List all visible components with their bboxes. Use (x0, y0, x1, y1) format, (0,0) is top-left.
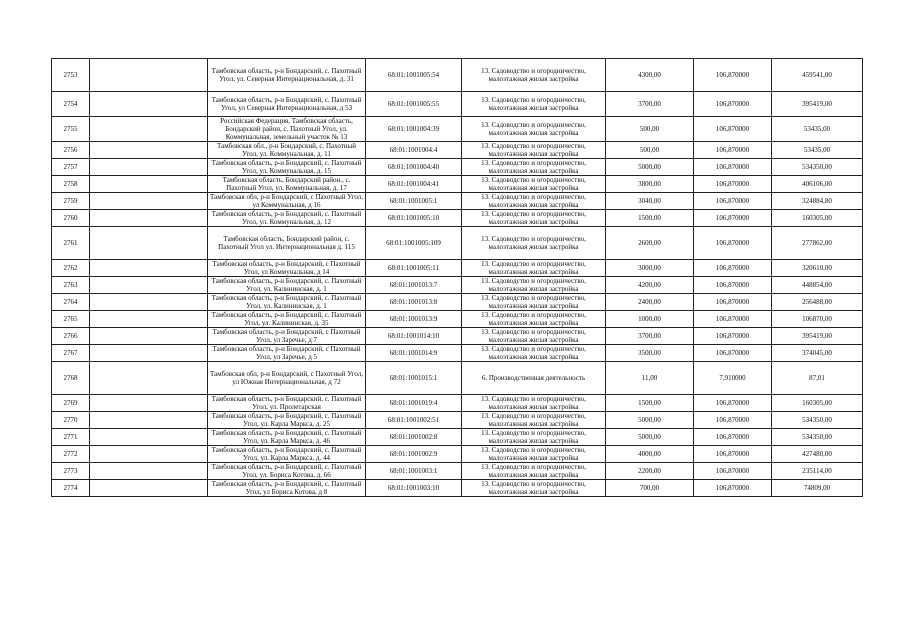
table-row (52, 260, 863, 277)
empty-cell (90, 480, 208, 497)
land-use-cell: 13. Садоводство и огородничество, малоэтажная жилая застройка (462, 210, 606, 227)
table-row (52, 446, 863, 463)
land-use-cell: 13. Садоводство и огородничество, малоэтажная жилая застройка (462, 260, 606, 277)
row-number: 2759 (52, 193, 90, 210)
cadastral-number-cell: 68:01:1001002:51 (366, 412, 462, 429)
table-row (52, 480, 863, 497)
specific-value-cell: 106,870000 (694, 159, 772, 176)
address-cell: Российская Федерация, Тамбовская область, Бондарский район, с. Пахотный Угол, ул. Коммунальная, земельный участок № 13 (208, 117, 366, 142)
specific-value-cell: 106,870000 (694, 260, 772, 277)
cadastral-value-cell: 320610,00 (772, 260, 863, 277)
area-cell: 3040,00 (606, 193, 694, 210)
area-cell: 5000,00 (606, 159, 694, 176)
cadastral-number-cell: 68:01:1001004:41 (366, 176, 462, 193)
area-cell: 4200,00 (606, 277, 694, 294)
specific-value-cell: 106,870000 (694, 395, 772, 412)
empty-cell (90, 463, 208, 480)
table-row (52, 412, 863, 429)
row-number: 2765 (52, 311, 90, 328)
address-cell: Тамбовская область, р-н Бондарский, с. Пахотный Угол, ул. Карла Маркса, д. 25 (208, 412, 366, 429)
table-row (52, 92, 863, 117)
land-use-cell: 13. Садоводство и огородничество, малоэтажная жилая застройка (462, 311, 606, 328)
land-use-cell: 13. Садоводство и огородничество, малоэтажная жилая застройка (462, 446, 606, 463)
area-cell: 700,00 (606, 480, 694, 497)
specific-value-cell: 106,870000 (694, 311, 772, 328)
area-cell: 1000,00 (606, 311, 694, 328)
address-cell: Тамбовская обл., р-н Бондарский, с. Пахотный Угол, ул. Коммунальная, д. 11 (208, 142, 366, 159)
cadastral-number-cell: 68:01:1001005:109 (366, 227, 462, 260)
cadastral-number-cell: 68:01:1001002:8 (366, 429, 462, 446)
cadastral-number-cell: 68:01:1001002:9 (366, 446, 462, 463)
cadastral-number-cell: 68:01:1001013:8 (366, 294, 462, 311)
cadastral-number-cell: 68:01:1001005:54 (366, 59, 462, 92)
cadastral-value-cell: 256488,00 (772, 294, 863, 311)
empty-cell (90, 412, 208, 429)
address-cell: Тамбовская область, р-н Бондарский, с Пахотный Угол, ул Заречье, д 5 (208, 345, 366, 362)
address-cell: Тамбовская область, р-н Бондарский, с. Пахотный Угол, ул. Карла Маркса, д. 46 (208, 429, 366, 446)
specific-value-cell: 106,870000 (694, 345, 772, 362)
empty-cell (90, 429, 208, 446)
cadastral-value-cell: 324884,80 (772, 193, 863, 210)
area-cell: 500,00 (606, 117, 694, 142)
cadastral-value-cell: 395419,00 (772, 328, 863, 345)
row-number: 2753 (52, 59, 90, 92)
empty-cell (90, 446, 208, 463)
land-use-cell: 13. Садоводство и огородничество, малоэтажная жилая застройка (462, 142, 606, 159)
specific-value-cell: 106,870000 (694, 412, 772, 429)
cadastral-value-cell: 74809,00 (772, 480, 863, 497)
cadastral-number-cell: 68:01:1001013:9 (366, 311, 462, 328)
specific-value-cell: 106,870000 (694, 277, 772, 294)
cadastral-number-cell: 68:01:1001014:9 (366, 345, 462, 362)
cadastral-value-cell: 395419,00 (772, 92, 863, 117)
cadastral-value-cell: 53435,00 (772, 117, 863, 142)
cadastral-value-cell: 406106,00 (772, 176, 863, 193)
land-use-cell: 13. Садоводство и огородничество, малоэтажная жилая застройка (462, 480, 606, 497)
area-cell: 1500,00 (606, 210, 694, 227)
cadastral-number-cell: 68:01:1001005:11 (366, 260, 462, 277)
cadastral-number-cell: 68:01:1001014:10 (366, 328, 462, 345)
area-cell: 4300,00 (606, 59, 694, 92)
cadastral-number-cell: 68:01:1001004:40 (366, 159, 462, 176)
address-cell: Тамбовская область, р-н Бондарский, с. Пахотный Угол, ул. Северная Интернациональная, д. 31 (208, 59, 366, 92)
specific-value-cell: 106,870000 (694, 176, 772, 193)
empty-cell (90, 294, 208, 311)
table-row (52, 142, 863, 159)
cadastral-value-cell: 448854,00 (772, 277, 863, 294)
specific-value-cell: 106,870000 (694, 210, 772, 227)
table-row (52, 277, 863, 294)
table-row (52, 159, 863, 176)
land-use-cell: 13. Садоводство и огородничество, малоэтажная жилая застройка (462, 463, 606, 480)
table-row (52, 463, 863, 480)
table-row (52, 294, 863, 311)
specific-value-cell: 106,870000 (694, 480, 772, 497)
cadastral-number-cell: 68:01:1001005:55 (366, 92, 462, 117)
address-cell: Тамбовская область, р-н Бондарский, с. Пахотный Угол, ул. Карла Маркса, д. 44 (208, 446, 366, 463)
empty-cell (90, 117, 208, 142)
row-number: 2764 (52, 294, 90, 311)
specific-value-cell: 106,870000 (694, 142, 772, 159)
land-use-cell: 13. Садоводство и огородничество, малоэтажная жилая застройка (462, 227, 606, 260)
row-number: 2774 (52, 480, 90, 497)
specific-value-cell: 106,870000 (694, 227, 772, 260)
row-number: 2773 (52, 463, 90, 480)
cadastral-number-cell: 68:01:1001004:39 (366, 117, 462, 142)
specific-value-cell: 106,870000 (694, 328, 772, 345)
address-cell: Тамбовская область, р-н Бондарский, с. Пахотный Угол, ул Северная Интернациональная, д 53 (208, 92, 366, 117)
address-cell: Тамбовская обл, р-н Бондарский, с Пахотный Угол, ул Южная Интернациональная, д 72 (208, 362, 366, 395)
table-row (52, 193, 863, 210)
address-cell: Тамбовская область, р-н Бондарский, с. Пахотный Угол, ул. Бориса Котова, д. 66 (208, 463, 366, 480)
empty-cell (90, 59, 208, 92)
row-number: 2754 (52, 92, 90, 117)
land-use-cell: 13. Садоводство и огородничество, малоэтажная жилая застройка (462, 176, 606, 193)
empty-cell (90, 227, 208, 260)
table-row (52, 429, 863, 446)
cadastral-value-cell: 427480,00 (772, 446, 863, 463)
address-cell: Тамбовская область, р-н Бондарский, с Пахотный Угол, ул Заречье, д 7 (208, 328, 366, 345)
land-use-cell: 13. Садоводство и огородничество, малоэтажная жилая застройка (462, 92, 606, 117)
address-cell: Тамбовская область, р-н Бондарский, с. Пахотный Угол, ул. Калининская, д. 1 (208, 277, 366, 294)
cadastral-value-table (51, 58, 863, 497)
area-cell: 11,00 (606, 362, 694, 395)
specific-value-cell: 106,870000 (694, 117, 772, 142)
empty-cell (90, 159, 208, 176)
empty-cell (90, 193, 208, 210)
table-row (52, 210, 863, 227)
land-use-cell: 13. Садоводство и огородничество, малоэтажная жилая застройка (462, 277, 606, 294)
address-cell: Тамбовская область, р-н Бондарский, с. Пахотный Угол, ул. Пролетарская (208, 395, 366, 412)
cadastral-value-cell: 374045,00 (772, 345, 863, 362)
table-row (52, 395, 863, 412)
cadastral-value-cell: 87,01 (772, 362, 863, 395)
empty-cell (90, 210, 208, 227)
address-cell: Тамбовская область, Бондарский район., с. Пахотный Угол, ул. Коммунальная, д. 17 (208, 176, 366, 193)
table-row (52, 345, 863, 362)
cadastral-value-cell: 534350,00 (772, 429, 863, 446)
address-cell: Тамбовская область, р-н Бондарский, с. Пахотный Угол, ул. Коммунальная, д. 15 (208, 159, 366, 176)
area-cell: 3800,00 (606, 176, 694, 193)
land-use-cell: 13. Садоводство и огородничество, малоэтажная жилая застройка (462, 328, 606, 345)
cadastral-value-cell: 160305,00 (772, 210, 863, 227)
cadastral-number-cell: 68:01:1001019:4 (366, 395, 462, 412)
area-cell: 5000,00 (606, 412, 694, 429)
area-cell: 3700,00 (606, 328, 694, 345)
specific-value-cell: 106,870000 (694, 429, 772, 446)
cadastral-number-cell: 68:01:1001004:4 (366, 142, 462, 159)
cadastral-value-cell: 106870,00 (772, 311, 863, 328)
row-number: 2767 (52, 345, 90, 362)
area-cell: 500,00 (606, 142, 694, 159)
empty-cell (90, 142, 208, 159)
specific-value-cell: 106,870000 (694, 294, 772, 311)
row-number: 2766 (52, 328, 90, 345)
row-number: 2768 (52, 362, 90, 395)
address-cell: Тамбовская область, р-н Бондарский, с Пахотный Угол, ул Коммунальная, д 14 (208, 260, 366, 277)
empty-cell (90, 277, 208, 294)
table-row (52, 227, 863, 260)
address-cell: Тамбовская область, р-н Бондарский, с. Пахотный Угол, ул. Калининская, д. 1 (208, 294, 366, 311)
land-use-cell: 13. Садоводство и огородничество, малоэтажная жилая застройка (462, 59, 606, 92)
land-use-cell: 13. Садоводство и огородничество, малоэтажная жилая застройка (462, 395, 606, 412)
specific-value-cell: 106,870000 (694, 446, 772, 463)
land-use-cell: 13. Садоводство и огородничество, малоэтажная жилая застройка (462, 345, 606, 362)
area-cell: 3000,00 (606, 260, 694, 277)
area-cell: 2600,00 (606, 227, 694, 260)
empty-cell (90, 395, 208, 412)
table-row (52, 362, 863, 395)
empty-cell (90, 311, 208, 328)
land-use-cell: 13. Садоводство и огородничество, малоэтажная жилая застройка (462, 294, 606, 311)
table-row (52, 176, 863, 193)
area-cell: 1500,00 (606, 395, 694, 412)
address-cell: Тамбовская обл, р-н Бондарский, с Пахотный Угол, ул Коммунальная, д 16 (208, 193, 366, 210)
empty-cell (90, 92, 208, 117)
empty-cell (90, 362, 208, 395)
address-cell: Тамбовская область, р-н Бондарский, с. Пахотный Угол, ул. Коммунальная, д. 12 (208, 210, 366, 227)
empty-cell (90, 176, 208, 193)
cadastral-number-cell: 68:01:1001005:1 (366, 193, 462, 210)
specific-value-cell: 106,870000 (694, 59, 772, 92)
cadastral-number-cell: 68:01:1001003:10 (366, 480, 462, 497)
cadastral-value-cell: 534350,00 (772, 159, 863, 176)
area-cell: 3700,00 (606, 92, 694, 117)
table-row (52, 311, 863, 328)
cadastral-number-cell: 68:01:1001013:7 (366, 277, 462, 294)
cadastral-number-cell: 68:01:1001003:1 (366, 463, 462, 480)
cadastral-value-cell: 235114,00 (772, 463, 863, 480)
row-number: 2755 (52, 117, 90, 142)
row-number: 2760 (52, 210, 90, 227)
address-cell: Тамбовская область, Бондарский район, с. Пахотный Угол ул. Интернациональная д. 115 (208, 227, 366, 260)
table-row (52, 59, 863, 92)
table-row (52, 328, 863, 345)
address-cell: Тамбовская область, р-н Бондарский, с. Пахотный Угол, ул Бориса Котова, д 8 (208, 480, 366, 497)
area-cell: 4000,00 (606, 446, 694, 463)
row-number: 2771 (52, 429, 90, 446)
row-number: 2770 (52, 412, 90, 429)
land-use-cell: 13. Садоводство и огородничество, малоэтажная жилая застройка (462, 429, 606, 446)
specific-value-cell: 7,910000 (694, 362, 772, 395)
land-use-cell: 13. Садоводство и огородничество, малоэтажная жилая застройка (462, 412, 606, 429)
land-use-cell: 13. Садоводство и огородничество, малоэтажная жилая застройка (462, 117, 606, 142)
cadastral-value-cell: 53435,00 (772, 142, 863, 159)
cadastral-value-cell: 160305,00 (772, 395, 863, 412)
row-number: 2758 (52, 176, 90, 193)
empty-cell (90, 328, 208, 345)
area-cell: 2200,00 (606, 463, 694, 480)
cadastral-value-cell: 534350,00 (772, 412, 863, 429)
specific-value-cell: 106,870000 (694, 463, 772, 480)
row-number: 2761 (52, 227, 90, 260)
land-use-cell: 13. Садоводство и огородничество, малоэтажная жилая застройка (462, 159, 606, 176)
row-number: 2772 (52, 446, 90, 463)
address-cell: Тамбовская область, р-н Бондарский, с. Пахотный Угол, ул. Калининская, д. 35 (208, 311, 366, 328)
cadastral-value-cell: 277862,00 (772, 227, 863, 260)
row-number: 2757 (52, 159, 90, 176)
area-cell: 2400,00 (606, 294, 694, 311)
table-row (52, 117, 863, 142)
row-number: 2756 (52, 142, 90, 159)
cadastral-number-cell: 68:01:1001005:10 (366, 210, 462, 227)
cadastral-number-cell: 68:01:1001015:1 (366, 362, 462, 395)
row-number: 2769 (52, 395, 90, 412)
specific-value-cell: 106,870000 (694, 92, 772, 117)
area-cell: 3500,00 (606, 345, 694, 362)
empty-cell (90, 345, 208, 362)
empty-cell (90, 260, 208, 277)
row-number: 2762 (52, 260, 90, 277)
cadastral-value-cell: 459541,00 (772, 59, 863, 92)
area-cell: 5000,00 (606, 429, 694, 446)
land-use-cell: 13. Садоводство и огородничество, малоэтажная жилая застройка (462, 193, 606, 210)
specific-value-cell: 106,870000 (694, 193, 772, 210)
row-number: 2763 (52, 277, 90, 294)
land-use-cell: 6. Производственная деятельность (462, 362, 606, 395)
